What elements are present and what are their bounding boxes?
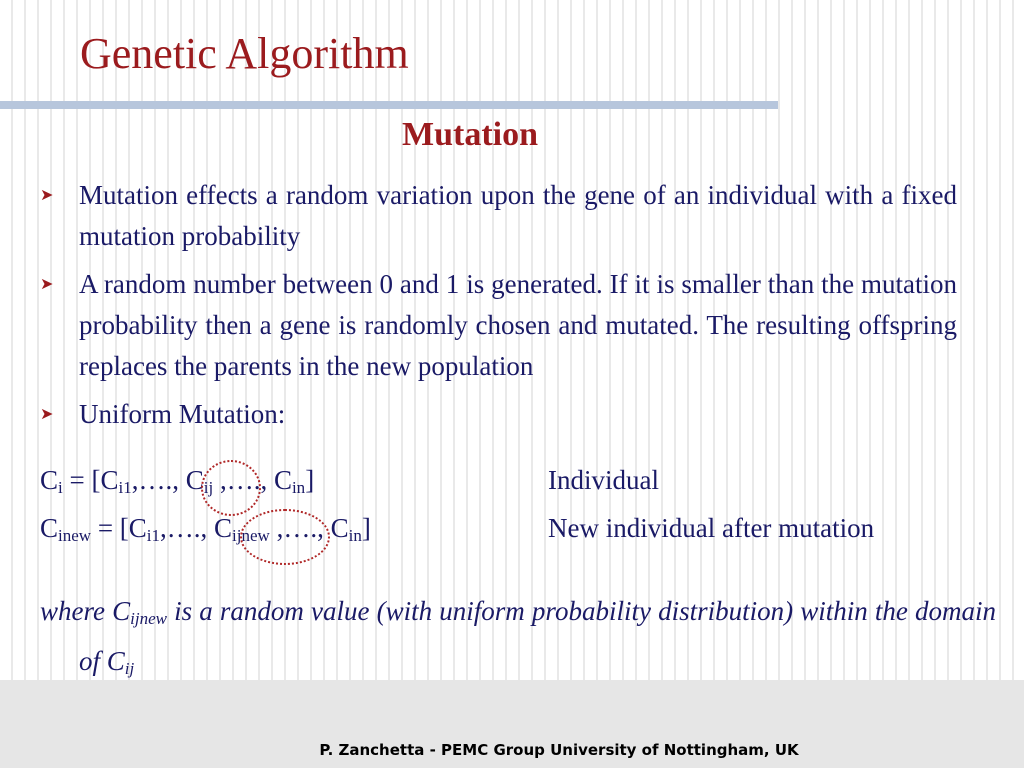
bullet-item: [40, 175, 957, 257]
bullet-list: [40, 175, 957, 442]
formula-individual: [40, 465, 314, 498]
formula-symbol: C: [40, 513, 59, 543]
formula-subscript: i: [58, 478, 63, 497]
highlight-circle: [201, 460, 261, 516]
bullet-text: Uniform Mutation:: [79, 399, 286, 429]
arrow-bullet-icon: ➤: [40, 406, 54, 423]
formula-text: ,…., C: [131, 465, 204, 495]
note-text: where C: [40, 596, 131, 626]
note-subscript: ijnew: [130, 609, 167, 628]
individual-description: Individual: [548, 465, 659, 495]
new-individual-description: New individual after mutation: [548, 513, 875, 543]
footer-credit: P. Zanchetta - PEMC Group University of Nottingham, UK: [319, 741, 799, 759]
formula-text: ,…., C: [213, 465, 292, 495]
formula-text: = [C: [62, 465, 119, 495]
arrow-bullet-icon: ➤: [40, 187, 54, 204]
formula-subscript: i1: [146, 526, 161, 545]
formula-symbol: C: [40, 465, 59, 495]
section-subtitle: Mutation: [402, 116, 538, 153]
formula-subscript: ijnew: [232, 526, 270, 545]
bullet-item: [40, 264, 957, 387]
title-underline-bar: [0, 101, 778, 109]
formula-text: ]: [361, 513, 371, 543]
bullet-text: Mutation effects a random variation upon the gene of an individual with a fixed mutation probability: [79, 180, 957, 251]
slide-title: Genetic Algorithm: [80, 29, 409, 78]
bullet-item: [40, 394, 957, 435]
formula-text: ,…., C: [269, 513, 349, 543]
formula-subscript: inew: [58, 526, 92, 545]
note-text: is a random value (with uniform probability distribution) within the domain of C: [79, 596, 996, 676]
formula-subscript: i1: [118, 478, 132, 497]
formula-text: ,…., C: [160, 513, 233, 543]
highlight-circle: [240, 509, 330, 565]
where-note: [40, 590, 996, 690]
formula-text: ]: [305, 465, 315, 495]
formula-subscript: in: [291, 478, 306, 497]
note-subscript: ij: [124, 659, 135, 678]
formula-text: = [C: [91, 513, 147, 543]
formula-subscript: in: [348, 526, 362, 545]
bullet-text: A random number between 0 and 1 is generated. If it is smaller than the mutation probability then a gene is randomly chosen and mutated. The resulting offspring replaces the parents in the new population: [79, 269, 957, 381]
formula-subscript: ij: [203, 478, 214, 497]
arrow-bullet-icon: ➤: [40, 276, 54, 293]
